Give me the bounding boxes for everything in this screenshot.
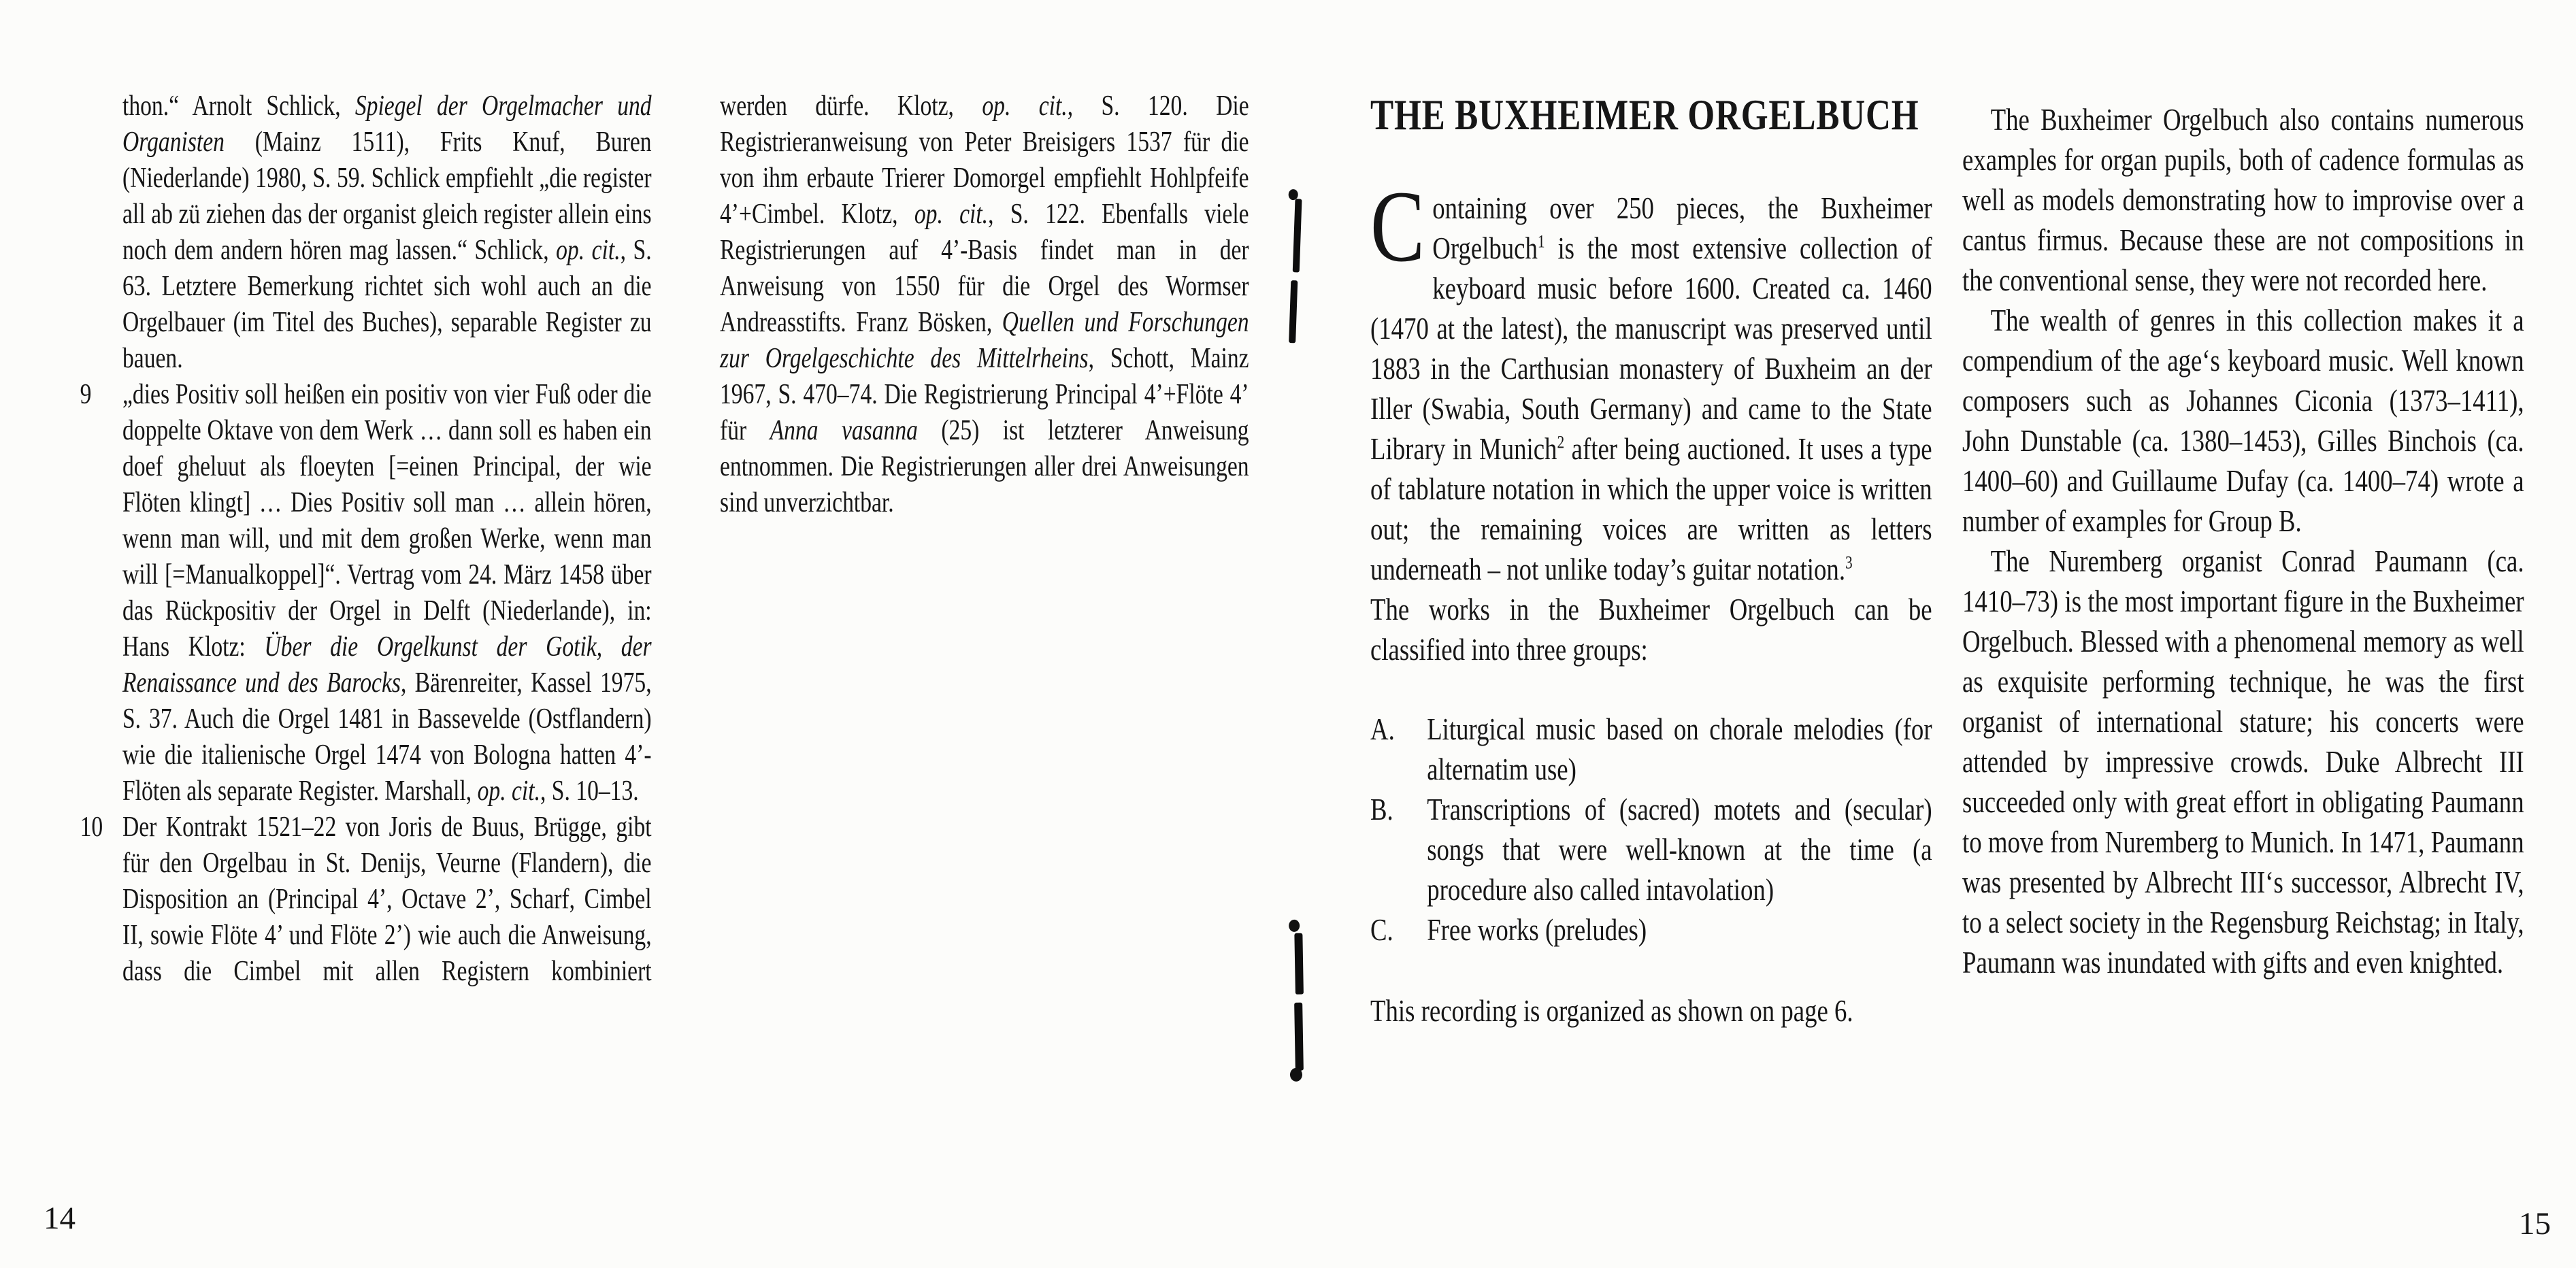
footnote-10: [80, 810, 652, 990]
list-item-b: [1370, 789, 1932, 910]
text-run: , S. 120. Die Registrieranweisung von Peter Breisigers 1537 für die von ihm erbaute Trierer Domorgel empfiehlt Hohlpfeife 4’+Cimbel. Klotz,: [720, 90, 1249, 230]
staple-prong: [1289, 280, 1298, 343]
text-run: Liturgical music based on chorale melodies (for alternatim use): [1427, 712, 1932, 786]
staple-end: [1289, 920, 1300, 932]
list-item-text: [1427, 912, 1647, 947]
paragraph: [1962, 300, 2524, 541]
italic-citation: op. cit.: [556, 235, 621, 266]
text-run: The Nuremberg organist Conrad Paumann (ca. 1410–73) is the most important figure in the Buxheimer Orgelbuch. Blessed with a phenomenal memory as well as exquisite performing technique, he was the first organist of international stature; his concerts were attended by impressive crowds. Duke Albrecht III succeeded only with great effort in obligating Paumann to move from Nuremberg to Munich. In 1471, Paumann was presented by Albrecht III‘s successor, Albrecht IV, to a select society in the Regensburg Reichstag; in Italy, Paumann was inundated with gifts and even knighted.: [1962, 544, 2524, 980]
page-number-left: 14: [44, 1201, 76, 1236]
article-column-right: [1962, 99, 2524, 982]
footnote-marker: 2: [1557, 431, 1565, 452]
footnote-number: 10: [80, 812, 103, 843]
text-run: (25) ist letzterer Anweisung entnommen. Die Registrierungen aller drei Anweisungen sind unverzichtbar.: [720, 415, 1249, 518]
footnote-9: [80, 377, 652, 810]
paragraph: [1370, 589, 1932, 669]
text-run: Free works (preludes): [1427, 912, 1647, 947]
list-item-text: [1427, 792, 1932, 907]
italic-citation: Spiegel der Orgelmacher und Organisten: [122, 90, 652, 158]
paragraph: [122, 88, 652, 377]
footnotes-column-left: [80, 88, 652, 990]
list-item-label: A.: [1370, 712, 1395, 746]
paragraph: [1962, 541, 2524, 982]
paragraph: [1370, 170, 1932, 589]
italic-citation: Anna vasanna: [770, 415, 918, 446]
text-run: This recording is organized as shown on page 6.: [1370, 993, 1853, 1028]
text-run: „dies Positiv soll heißen ein positiv von vier Fuß oder die doppelte Oktave von dem Werk … dann soll es haben ein doef gheluut als floeyten [=einen Principal, der wie Flöten klingt] … Dies Positiv soll man … allein hören, wenn man will, und mit dem großen Werke, wenn man will [=Manualkoppel]“. Vertrag vom 24. März 1458 über das Rückpositiv der Orgel in Delft (Niederlande), in: Hans Klotz:: [122, 379, 652, 663]
text-run: , S. 122. Ebenfalls viele Registrierungen auf 4’-Basis findet man in der Anweisung von 1550 für die Orgel des Wormser Andreasstifts. Franz Bösken,: [720, 199, 1249, 338]
italic-citation: Über die Orgelkunst der Gotik, der Renaissance und des Barocks: [122, 631, 652, 699]
footnotes-column-right-blocks: [720, 88, 1249, 521]
italic-citation: op. cit.: [477, 775, 540, 807]
paragraph: [1962, 99, 2524, 300]
text-run: thon.“ Arnolt Schlick,: [122, 90, 355, 122]
staple-prong: [1294, 1003, 1304, 1071]
article-title: THE BUXHEIMER ORGELBUCH: [1370, 90, 1919, 139]
article-column-left: [1370, 87, 1932, 1031]
text-run: Transcriptions of (sacred) motets and (secular) songs that were well-known at the time (a procedure also called intavolation): [1427, 792, 1932, 907]
staple-prong: [1293, 199, 1302, 272]
text-run: , Bärenreiter, Kassel 1975, S. 37. Auch die Orgel 1481 in Bassevelde (Ostflandern) wie die italienische Orgel 1474 von Bologna hatten 4’-Flöten als separate Register. Marshall,: [122, 667, 652, 807]
footnote-number: 9: [80, 379, 92, 410]
text-run: werden dürfe. Klotz,: [720, 90, 982, 122]
text-run: Der Kontrakt 1521–22 von Joris de Buus, Brügge, gibt für den Orgelbau in St. Denijs, Veurne (Flandern), die Disposition an (Principal 4’, Octave 2’, Scharf, Cimbel II, sowie Flöte 4’ und Flöte 2’) wie auch die Anweisung, dass die Cimbel mit allen Registern kombiniert: [122, 812, 652, 987]
list-item-a: [1370, 709, 1932, 789]
italic-citation: Quellen und Forschungen zur Orgelgeschichte des Mittelrheins: [720, 307, 1249, 374]
text-run: The works in the Buxheimer Orgelbuch can be classified into three groups:: [1370, 592, 1932, 667]
text-run: , S. 10–13.: [540, 775, 639, 807]
footnotes-column-left-blocks: [80, 88, 652, 990]
text-run: , S. 63. Letztere Bemerkung richtet sich wohl auch an die Orgelbauer (im Titel des Buches), separable Register zu bauen.: [122, 235, 652, 374]
text-run: ontaining over 250 pieces, the Buxheimer Orgelbuch: [1432, 190, 1932, 265]
footnote-marker: 1: [1537, 231, 1545, 252]
staple-prong: [1294, 933, 1304, 995]
footnote-marker: 3: [1845, 552, 1853, 573]
list-item-label: B.: [1370, 792, 1393, 827]
page-number-right: 15: [2519, 1206, 2551, 1241]
list-item-label: C.: [1370, 912, 1393, 947]
text-run: The wealth of genres in this collection makes it a compendium of the age‘s keyboard music. Well known composers such as Johannes Ciconia (1373–1411), John Dunstable (ca. 1380–1453), Gilles Binchois (ca. 1400–60) and Guillaume Dufay (ca. 1400–74) wrote a number of examples for Group B.: [1962, 303, 2524, 538]
list-item-text: [1427, 712, 1932, 786]
italic-citation: op. cit.: [982, 90, 1068, 122]
text-run: , Schott, Mainz 1967, S. 470–74. Die Registrierung Principal 4’+Flöte 4’ für: [720, 343, 1249, 446]
text-run: The Buxheimer Orgelbuch also contains numerous examples for organ pupils, both of cadence formulas as well as models demonstrating how to improvise over a cantus firmus. Because these are not compositions in the conventional sense, they were not recorded here.: [1962, 102, 2524, 297]
text-run: (Mainz 1511), Frits Knuf, Buren (Niederlande) 1980, S. 59. Schlick empfiehlt „die register all ab zü ziehen das der organist gleich register allein eins noch dem andern hören mag lassen.“ Schlick,: [122, 127, 652, 266]
text-run: is the most extensive collection of keyboard music before 1600. Created ca. 1460 (1470 at the latest), the manuscript was preserved until 1883 in the Carthusian monastery of Buxheim an der Iller (Swabia, South Germany) and came to the State Library in Munich: [1370, 231, 1932, 466]
paragraph: [1370, 990, 1932, 1031]
footnote-text: [122, 810, 652, 990]
italic-citation: op. cit.: [914, 199, 989, 230]
footnote-text: [122, 377, 652, 810]
footnotes-column-right: [720, 88, 1249, 521]
drop-cap: C: [1370, 170, 1425, 283]
book-spine-edge: [0, 0, 42, 1268]
paragraph: [720, 88, 1249, 521]
article-column-right-blocks: [1962, 99, 2524, 982]
staple-end: [1290, 1068, 1302, 1082]
list-item-c: [1370, 910, 1932, 950]
text-run: after being auctioned. It uses a type of tablature notation in which the upper voice is written out; the remaining voices are written as letters underneath – not unlike today’s guitar notation.: [1370, 431, 1932, 586]
article-column-left-blocks: [1370, 170, 1932, 1031]
